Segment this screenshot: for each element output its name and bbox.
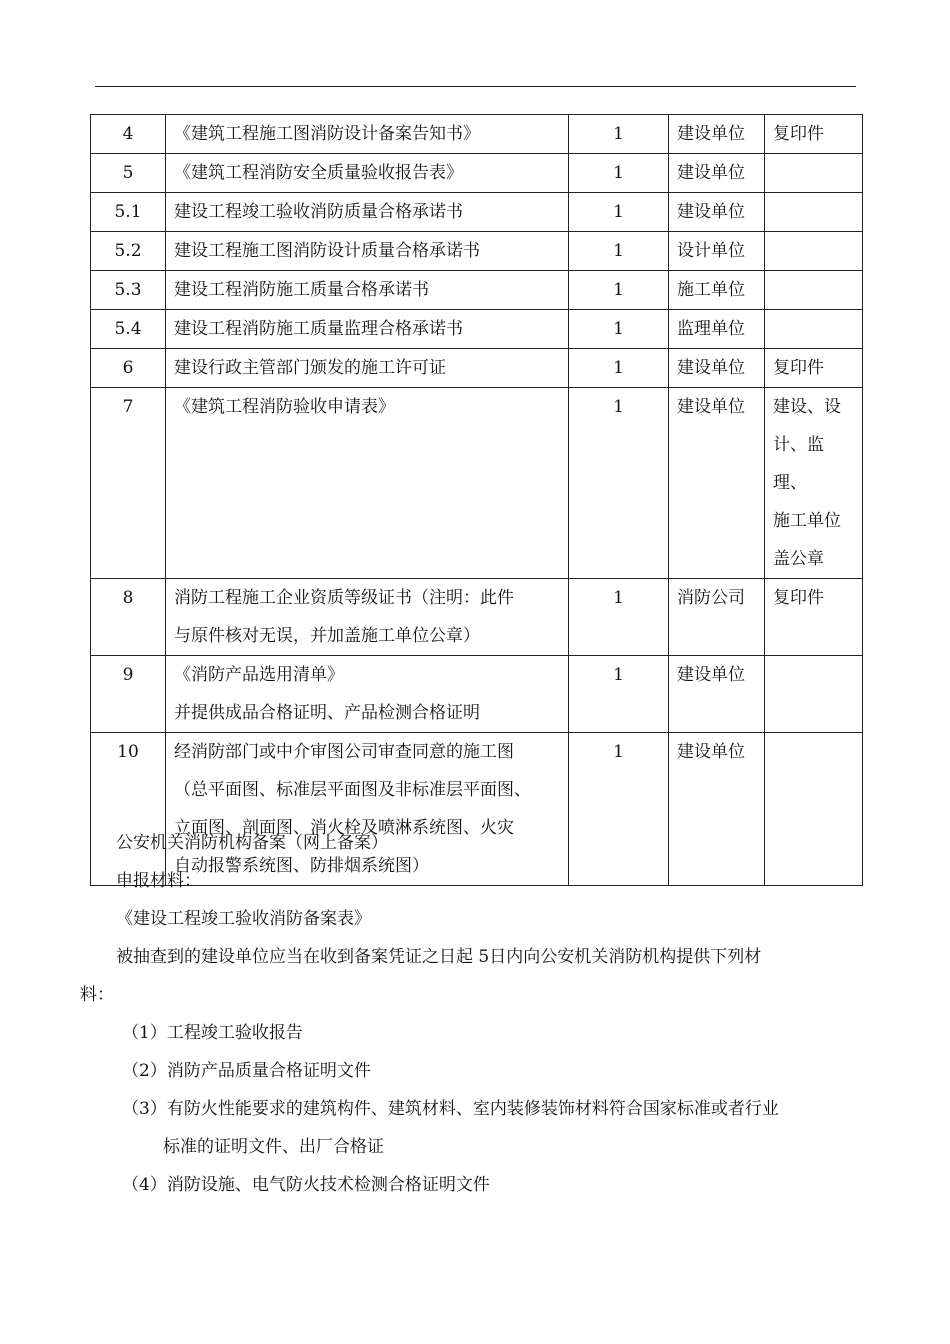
cell-document-name-line: 经消防部门或中介审图公司审查同意的施工图 xyxy=(174,742,514,762)
table-row xyxy=(91,656,863,733)
cell-document-name-line: 《消防产品选用清单》 xyxy=(174,665,344,685)
requirement-text-line2: 料： xyxy=(80,985,114,1005)
cell-remark xyxy=(765,388,863,579)
materials-label: 申报材料： xyxy=(116,871,201,891)
list-item: （1）工程竣工验收报告 xyxy=(122,1023,303,1043)
cell-document-name-line: 建设行政主管部门颁发的施工许可证 xyxy=(174,358,446,378)
cell-remark-line xyxy=(773,656,854,694)
table-row xyxy=(91,271,863,310)
table-row xyxy=(91,310,863,349)
cell-document-name-line: 立面图、剖面图、消火栓及喷淋系统图、火灾 xyxy=(174,818,514,838)
cell-quantity: 1 xyxy=(569,232,669,271)
header-rule xyxy=(95,86,856,87)
cell-document-name-line: 自动报警系统图、防排烟系统图） xyxy=(174,856,429,876)
cell-remark xyxy=(765,271,863,310)
cell-document-name xyxy=(166,271,569,310)
list-item: （2）消防产品质量合格证明文件 xyxy=(122,1061,371,1081)
cell-quantity: 1 xyxy=(569,310,669,349)
cell-quantity: 1 xyxy=(569,271,669,310)
cell-responsible-unit: 建设单位 xyxy=(669,388,765,579)
cell-document-name xyxy=(166,115,569,154)
cell-remark xyxy=(765,310,863,349)
table-row xyxy=(91,115,863,154)
cell-number: 5.1 xyxy=(91,193,166,232)
cell-document-name-line: 《建筑工程消防验收申请表》 xyxy=(174,397,395,417)
cell-document-name-line: 并提供成品合格证明、产品检测合格证明 xyxy=(174,703,480,723)
cell-number: 5 xyxy=(91,154,166,193)
cell-document-name-line: 建设工程竣工验收消防质量合格承诺书 xyxy=(174,202,463,222)
cell-quantity: 1 xyxy=(569,388,669,579)
cell-remark-line: 复印件 xyxy=(773,124,824,144)
cell-remark xyxy=(765,656,863,733)
cell-document-name xyxy=(166,154,569,193)
cell-remark xyxy=(765,154,863,193)
filing-form: 《建设工程竣工验收消防备案表》 xyxy=(116,909,371,929)
cell-document-name xyxy=(166,388,569,579)
cell-number: 8 xyxy=(91,579,166,656)
cell-quantity: 1 xyxy=(569,656,669,733)
cell-responsible-unit: 施工单位 xyxy=(669,271,765,310)
materials-table xyxy=(90,114,863,886)
cell-number: 7 xyxy=(91,388,166,579)
table-row xyxy=(91,193,863,232)
table-row xyxy=(91,232,863,271)
cell-responsible-unit: 建设单位 xyxy=(669,656,765,733)
list-item: （3）有防火性能要求的建筑构件、建筑材料、室内装修装饰材料符合国家标准或者行业 xyxy=(122,1099,779,1119)
cell-number: 5.3 xyxy=(91,271,166,310)
cell-quantity: 1 xyxy=(569,579,669,656)
cell-document-name-line: 建设工程施工图消防设计质量合格承诺书 xyxy=(174,241,480,261)
cell-document-name-line: （总平面图、标准层平面图及非标准层平面图、 xyxy=(174,780,531,800)
cell-quantity: 1 xyxy=(569,115,669,154)
filing-heading: 公安机关消防机构备案（网上备案） xyxy=(116,833,388,853)
cell-remark-line xyxy=(773,310,854,348)
filing-section xyxy=(80,824,852,1204)
cell-remark-line: 复印件 xyxy=(773,588,824,608)
cell-number: 5.4 xyxy=(91,310,166,349)
table-row xyxy=(91,579,863,656)
cell-document-name xyxy=(166,656,569,733)
cell-document-name xyxy=(166,349,569,388)
cell-document-name-line: 《建筑工程消防安全质量验收报告表》 xyxy=(174,163,463,183)
table-row xyxy=(91,349,863,388)
cell-number: 6 xyxy=(91,349,166,388)
cell-document-name-line: 与原件核对无误，并加盖施工单位公章） xyxy=(174,626,480,646)
table-row xyxy=(91,388,863,579)
table-row xyxy=(91,154,863,193)
cell-document-name-line: 消防工程施工企业资质等级证书（注明：此件 xyxy=(174,588,514,608)
cell-document-name-line: 《建筑工程施工图消防设计备案告知书》 xyxy=(174,124,480,144)
cell-remark-line: 建设、设 xyxy=(773,397,841,417)
requirement-text-line1: 被抽查到的建设单位应当在收到备案凭证之日起 5日内向公安机关消防机构提供下列材 xyxy=(116,947,762,967)
cell-remark-line: 施工单位 xyxy=(773,511,841,531)
cell-document-name xyxy=(166,310,569,349)
cell-number: 4 xyxy=(91,115,166,154)
cell-quantity: 1 xyxy=(569,193,669,232)
list-item-continuation: 标准的证明文件、出厂合格证 xyxy=(163,1137,384,1157)
cell-responsible-unit: 建设单位 xyxy=(669,193,765,232)
cell-remark xyxy=(765,193,863,232)
cell-number: 5.2 xyxy=(91,232,166,271)
cell-quantity: 1 xyxy=(569,154,669,193)
cell-responsible-unit: 设计单位 xyxy=(669,232,765,271)
cell-remark-line: 盖公章 xyxy=(773,549,824,569)
cell-remark-line xyxy=(773,271,854,309)
cell-document-name xyxy=(166,193,569,232)
cell-remark-line: 计、监理、 xyxy=(773,435,824,493)
cell-remark xyxy=(765,579,863,656)
cell-responsible-unit: 消防公司 xyxy=(669,579,765,656)
cell-responsible-unit: 建设单位 xyxy=(669,733,765,886)
cell-remark xyxy=(765,232,863,271)
cell-document-name-line: 建设工程消防施工质量合格承诺书 xyxy=(174,280,429,300)
cell-quantity: 1 xyxy=(569,733,669,886)
cell-remark-line xyxy=(773,154,854,192)
cell-remark-line xyxy=(773,733,854,771)
cell-remark xyxy=(765,349,863,388)
cell-quantity: 1 xyxy=(569,349,669,388)
cell-document-name xyxy=(166,232,569,271)
cell-remark xyxy=(765,115,863,154)
cell-number: 9 xyxy=(91,656,166,733)
cell-remark-line: 复印件 xyxy=(773,358,824,378)
cell-document-name xyxy=(166,579,569,656)
list-item: （4）消防设施、电气防火技术检测合格证明文件 xyxy=(122,1175,490,1195)
cell-remark-line xyxy=(773,193,854,231)
cell-number: 10 xyxy=(91,733,166,886)
cell-responsible-unit: 监理单位 xyxy=(669,310,765,349)
cell-remark-line xyxy=(773,232,854,270)
cell-responsible-unit: 建设单位 xyxy=(669,115,765,154)
cell-document-name-line: 建设工程消防施工质量监理合格承诺书 xyxy=(174,319,463,339)
cell-responsible-unit: 建设单位 xyxy=(669,154,765,193)
cell-responsible-unit: 建设单位 xyxy=(669,349,765,388)
